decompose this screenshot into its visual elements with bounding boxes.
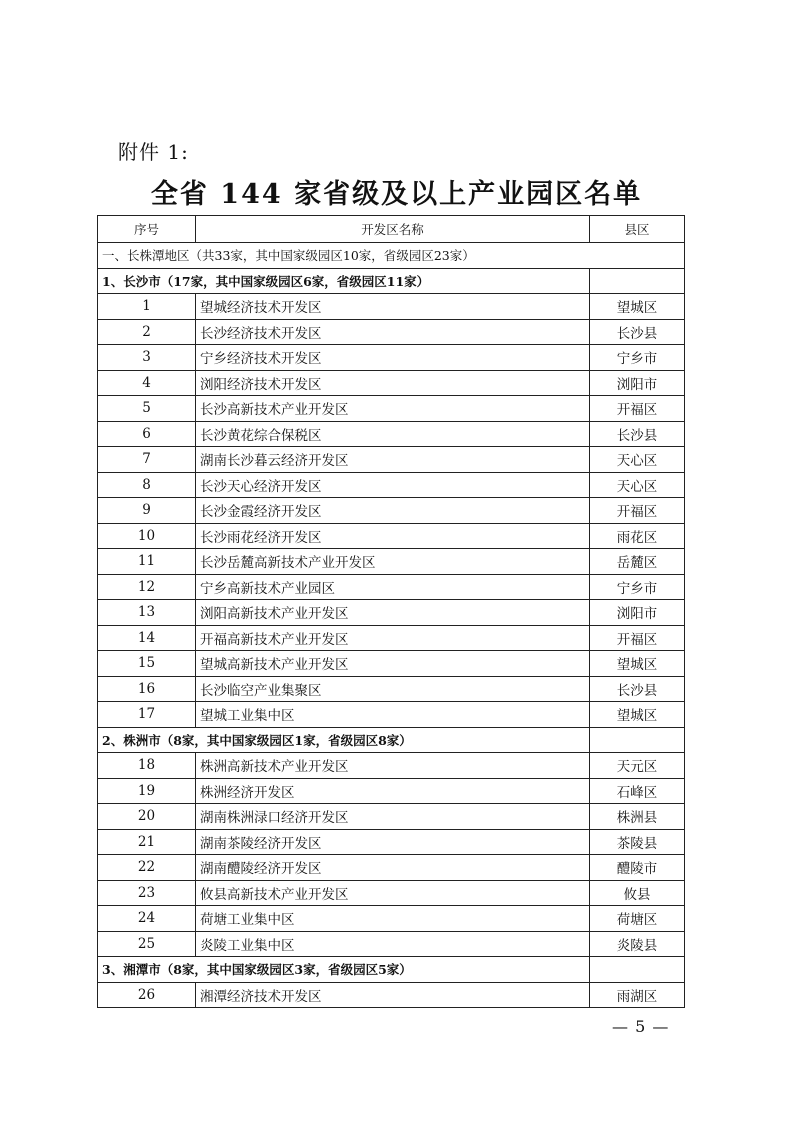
park-name-cell: 湖南醴陵经济开发区 <box>196 855 590 881</box>
park-name-cell: 长沙临空产业集聚区 <box>196 676 590 702</box>
row-index-cell: 3 <box>98 345 196 371</box>
county-cell: 望城区 <box>590 294 685 320</box>
group-heading: 1、长沙市（17家，其中国家级园区6家，省级园区11家） <box>98 268 590 294</box>
county-cell: 醴陵市 <box>590 855 685 881</box>
table-row <box>98 829 685 855</box>
county-cell: 石峰区 <box>590 778 685 804</box>
park-name-cell: 开福高新技术产业开发区 <box>196 625 590 651</box>
table-row <box>98 855 685 881</box>
table-row <box>98 880 685 906</box>
park-name-cell: 炎陵工业集中区 <box>196 931 590 957</box>
table-row <box>98 931 685 957</box>
row-index-cell: 2 <box>98 319 196 345</box>
table-row <box>98 753 685 779</box>
row-index-cell: 17 <box>98 702 196 728</box>
county-cell: 浏阳市 <box>590 600 685 626</box>
park-name-cell: 浏阳经济技术开发区 <box>196 370 590 396</box>
park-name-cell: 长沙天心经济开发区 <box>196 472 590 498</box>
table-row <box>98 982 685 1008</box>
park-name-cell: 长沙经济技术开发区 <box>196 319 590 345</box>
row-index-cell: 1 <box>98 294 196 320</box>
row-index-cell: 9 <box>98 498 196 524</box>
table-row <box>98 651 685 677</box>
park-name-cell: 长沙高新技术产业开发区 <box>196 396 590 422</box>
park-name-cell: 宁乡经济技术开发区 <box>196 345 590 371</box>
row-index-cell: 25 <box>98 931 196 957</box>
park-name-cell: 湖南长沙暮云经济开发区 <box>196 447 590 473</box>
park-name-cell: 长沙金霞经济开发区 <box>196 498 590 524</box>
park-name-cell: 长沙雨花经济开发区 <box>196 523 590 549</box>
park-list-table <box>97 215 685 1008</box>
park-name-cell: 长沙岳麓高新技术产业开发区 <box>196 549 590 575</box>
county-cell: 雨湖区 <box>590 982 685 1008</box>
group-heading-row <box>98 957 685 983</box>
row-index-cell: 12 <box>98 574 196 600</box>
table-body <box>98 243 685 1008</box>
row-index-cell: 5 <box>98 396 196 422</box>
county-cell: 浏阳市 <box>590 370 685 396</box>
county-cell: 雨花区 <box>590 523 685 549</box>
table-row <box>98 549 685 575</box>
table-row <box>98 676 685 702</box>
row-index-cell: 20 <box>98 804 196 830</box>
county-cell: 开福区 <box>590 498 685 524</box>
table-row <box>98 370 685 396</box>
header-county: 县区 <box>590 216 685 243</box>
county-cell: 岳麓区 <box>590 549 685 575</box>
row-index-cell: 11 <box>98 549 196 575</box>
row-index-cell: 4 <box>98 370 196 396</box>
table-row <box>98 778 685 804</box>
group-heading: 3、湘潭市（8家，其中国家级园区3家，省级园区5家） <box>98 957 590 983</box>
table-header-row <box>98 216 685 243</box>
document-title: 全省 144 家省级及以上产业园区名单 <box>150 179 643 210</box>
row-index-cell: 6 <box>98 421 196 447</box>
park-name-cell: 攸县高新技术产业开发区 <box>196 880 590 906</box>
attachment-label: 附件 1: <box>118 140 189 164</box>
county-cell: 望城区 <box>590 702 685 728</box>
row-index-cell: 8 <box>98 472 196 498</box>
park-name-cell: 望城高新技术产业开发区 <box>196 651 590 677</box>
county-cell: 开福区 <box>590 396 685 422</box>
row-index-cell: 10 <box>98 523 196 549</box>
table-row <box>98 498 685 524</box>
row-index-cell: 13 <box>98 600 196 626</box>
park-name-cell: 湖南株洲渌口经济开发区 <box>196 804 590 830</box>
county-cell: 攸县 <box>590 880 685 906</box>
county-cell: 荷塘区 <box>590 906 685 932</box>
group-heading-empty-cell <box>590 957 685 983</box>
park-name-cell: 望城经济技术开发区 <box>196 294 590 320</box>
county-cell: 宁乡市 <box>590 345 685 371</box>
park-name-cell: 株洲经济开发区 <box>196 778 590 804</box>
table-row <box>98 702 685 728</box>
county-cell: 宁乡市 <box>590 574 685 600</box>
county-cell: 天心区 <box>590 472 685 498</box>
table-row <box>98 574 685 600</box>
park-name-cell: 荷塘工业集中区 <box>196 906 590 932</box>
table-row <box>98 906 685 932</box>
county-cell: 长沙县 <box>590 319 685 345</box>
park-name-cell: 湘潭经济技术开发区 <box>196 982 590 1008</box>
row-index-cell: 26 <box>98 982 196 1008</box>
row-index-cell: 22 <box>98 855 196 881</box>
county-cell: 天元区 <box>590 753 685 779</box>
county-cell: 炎陵县 <box>590 931 685 957</box>
header-index: 序号 <box>98 216 196 243</box>
table-row <box>98 447 685 473</box>
table-row <box>98 294 685 320</box>
park-name-cell: 湖南茶陵经济开发区 <box>196 829 590 855</box>
county-cell: 长沙县 <box>590 421 685 447</box>
page-number: — 5 — <box>612 1017 670 1036</box>
row-index-cell: 21 <box>98 829 196 855</box>
park-name-cell: 浏阳高新技术产业开发区 <box>196 600 590 626</box>
group-heading-empty-cell <box>590 268 685 294</box>
table-row <box>98 600 685 626</box>
table-row <box>98 804 685 830</box>
table-row <box>98 523 685 549</box>
row-index-cell: 23 <box>98 880 196 906</box>
table-row <box>98 396 685 422</box>
county-cell: 长沙县 <box>590 676 685 702</box>
group-heading: 2、株洲市（8家，其中国家级园区1家，省级园区8家） <box>98 727 590 753</box>
table-row <box>98 319 685 345</box>
county-cell: 株洲县 <box>590 804 685 830</box>
row-index-cell: 18 <box>98 753 196 779</box>
header-name: 开发区名称 <box>196 216 590 243</box>
group-heading-row <box>98 268 685 294</box>
row-index-cell: 15 <box>98 651 196 677</box>
county-cell: 茶陵县 <box>590 829 685 855</box>
table-row <box>98 345 685 371</box>
park-name-cell: 株洲高新技术产业开发区 <box>196 753 590 779</box>
row-index-cell: 24 <box>98 906 196 932</box>
row-index-cell: 14 <box>98 625 196 651</box>
row-index-cell: 19 <box>98 778 196 804</box>
table-row <box>98 421 685 447</box>
county-cell: 天心区 <box>590 447 685 473</box>
table-row <box>98 472 685 498</box>
group-heading-empty-cell <box>590 727 685 753</box>
park-name-cell: 望城工业集中区 <box>196 702 590 728</box>
table-row <box>98 625 685 651</box>
county-cell: 望城区 <box>590 651 685 677</box>
county-cell: 开福区 <box>590 625 685 651</box>
region-heading-row <box>98 243 685 269</box>
park-name-cell: 宁乡高新技术产业园区 <box>196 574 590 600</box>
row-index-cell: 16 <box>98 676 196 702</box>
region-heading: 一、长株潭地区（共33家，其中国家级园区10家，省级园区23家） <box>98 243 685 269</box>
park-name-cell: 长沙黄花综合保税区 <box>196 421 590 447</box>
group-heading-row <box>98 727 685 753</box>
row-index-cell: 7 <box>98 447 196 473</box>
